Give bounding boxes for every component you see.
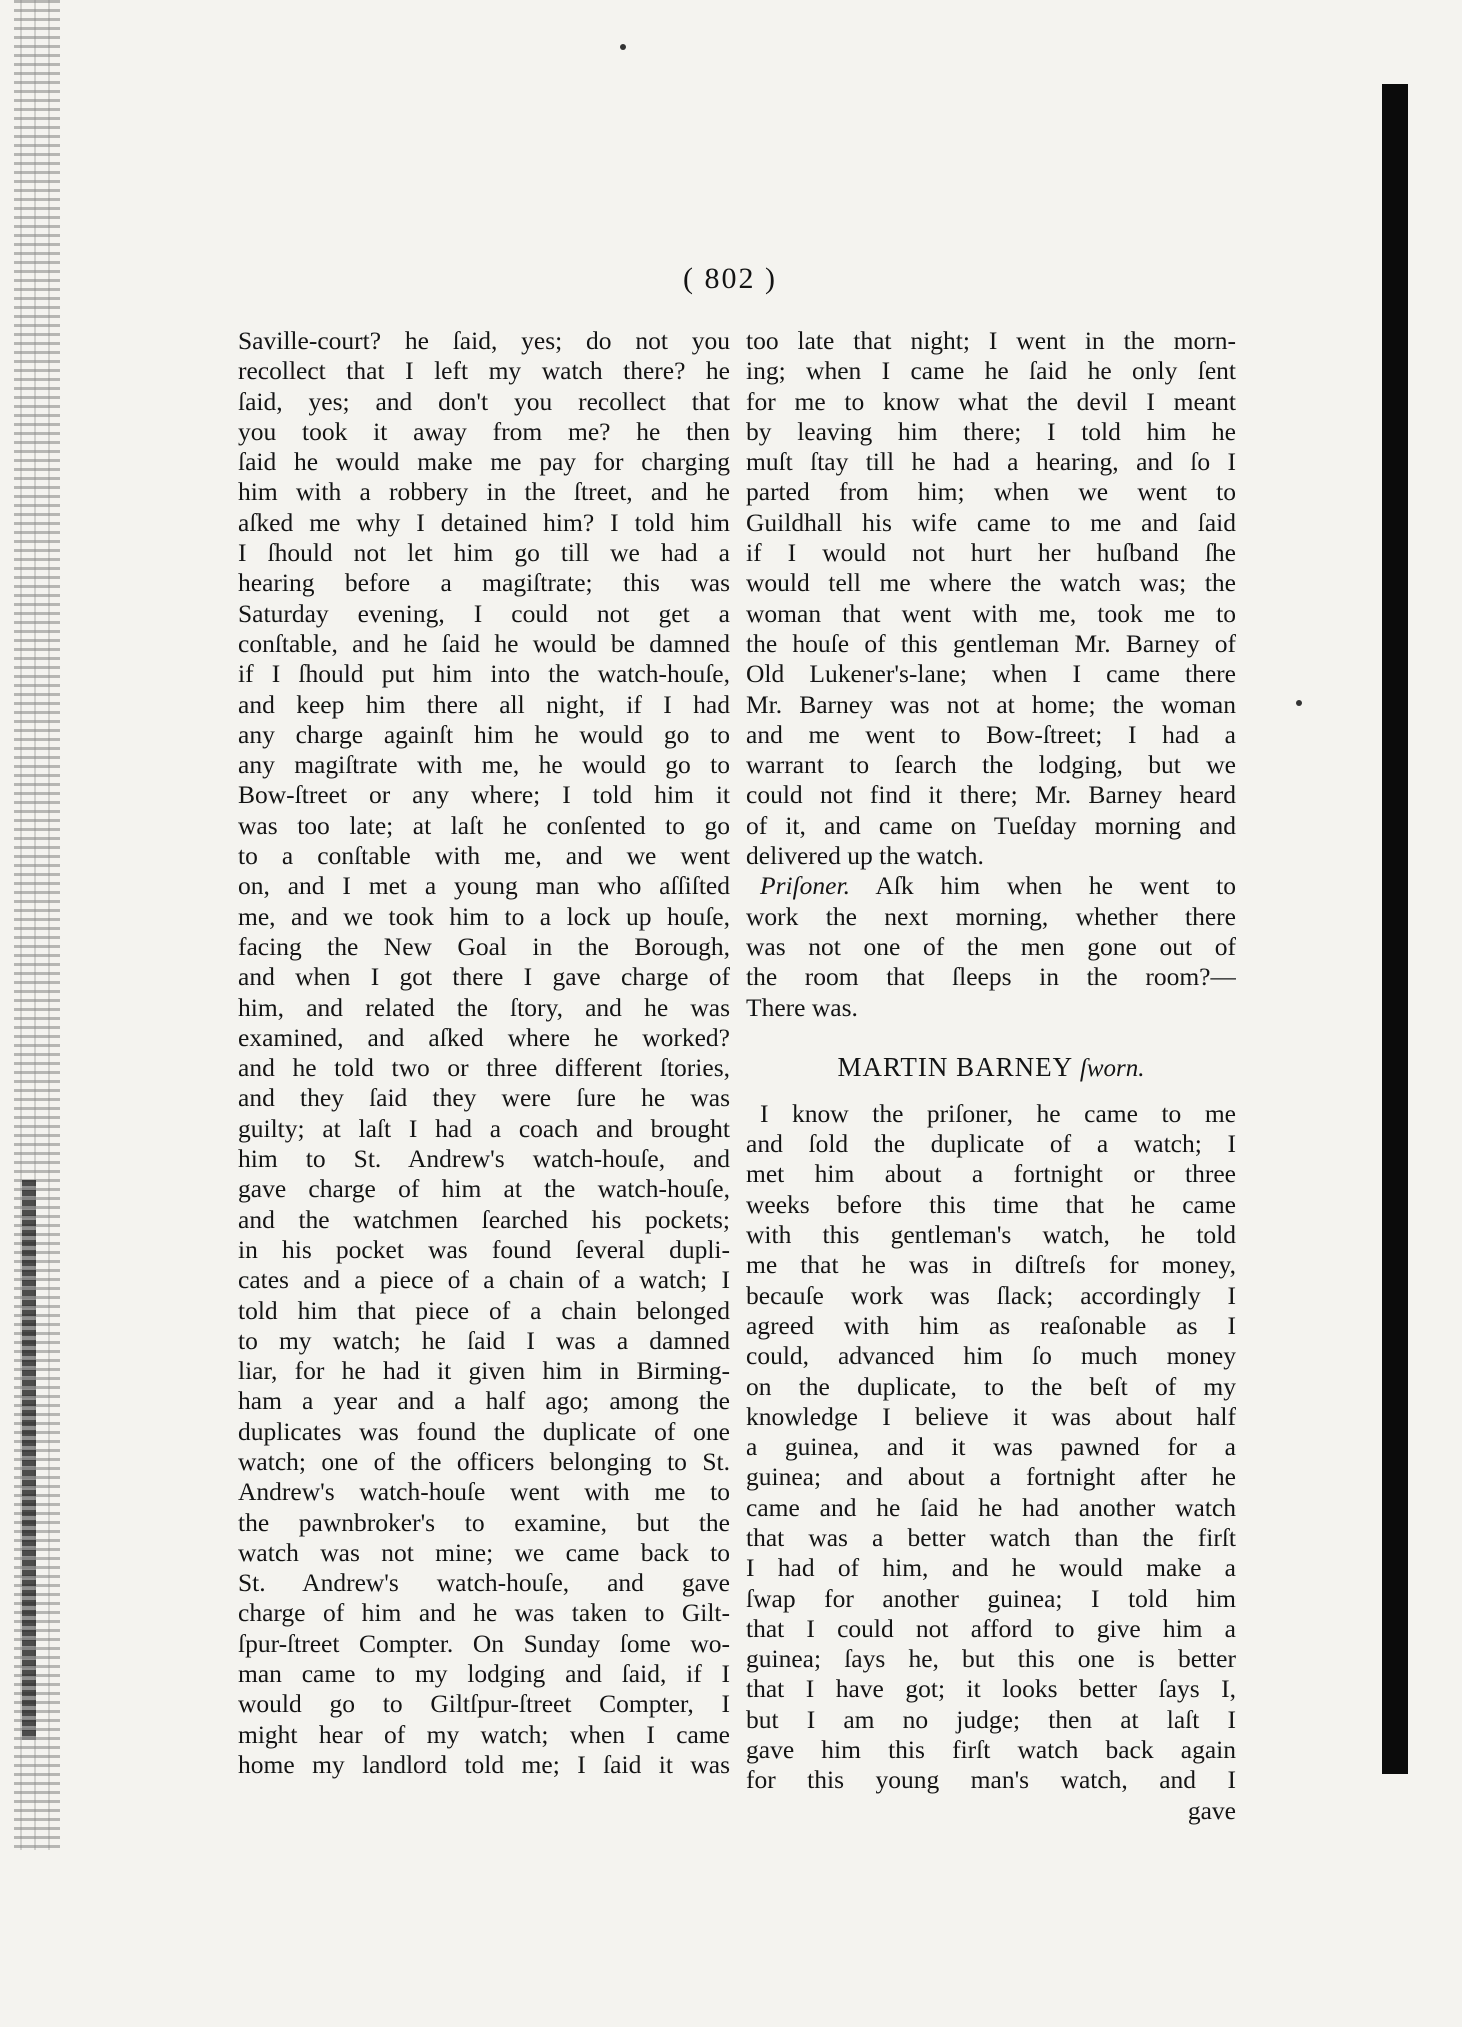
text-line: if I would not hurt her huſband ſhe [746, 538, 1236, 568]
text-line: I had of him, and he would make a [746, 1553, 1236, 1583]
text-line: and me went to Bow-ſtreet; I had a [746, 719, 1236, 749]
text-line: him to St. Andrew's watch-houſe, and [238, 1144, 730, 1174]
speck [1296, 700, 1302, 706]
text-line: St. Andrew's watch-houſe, and gave [238, 1568, 730, 1598]
text-line: him with a robbery in the ſtreet, and he [238, 477, 730, 507]
text-line: Bow-ſtreet or any where; I told him it [238, 780, 730, 810]
binding-gutter-mark [22, 1180, 36, 1740]
text-line: aſked me why I detained him? I told him [238, 507, 730, 537]
text-line: ſpur-ſtreet Compter. On Sunday ſome wo- [238, 1628, 730, 1658]
text-line: any charge againſt him he would go to [238, 719, 730, 749]
witness-heading [746, 1041, 1236, 1093]
text-line: the houſe of this gentleman Mr. Barney of [746, 628, 1236, 658]
text-line: and they ſaid they were ſure he was [238, 1083, 730, 1113]
text-line: woman that went with me, took me to [746, 598, 1236, 628]
text-line: could not find it there; Mr. Barney heard [746, 780, 1236, 810]
text-line: came and he ſaid he had another watch [746, 1492, 1236, 1522]
witness-sworn: ſworn. [1079, 1054, 1145, 1082]
text-line: of it, and came on Tueſday morning and [746, 810, 1236, 840]
text-line: warrant to ſearch the lodging, but we [746, 750, 1236, 780]
text-line: knowledge I believe it was about half [746, 1401, 1236, 1431]
page-edge-shadow [1382, 84, 1408, 1774]
text-line: for me to know what the devil I meant [746, 386, 1236, 416]
text-line: guinea; and about a fortnight after he [746, 1462, 1236, 1492]
text-line: home my landlord told me; I ſaid it was [238, 1749, 730, 1779]
text-line: Saturday evening, I could not get a [238, 598, 730, 628]
catchword: gave [1187, 1795, 1236, 1825]
text-line: told him that piece of a chain belonged [238, 1295, 730, 1325]
text-line: if I ſhould put him into the watch-houſe, [238, 659, 730, 689]
testimony-continued [746, 326, 1236, 871]
text-line: I ſhould not let him go till we had a [238, 538, 730, 568]
text-line: a guinea, and it was pawned for a [746, 1432, 1236, 1462]
text-line: Guildhall his wife came to me and ſaid [746, 507, 1236, 537]
text-line: and he told two or three different ſtories, [238, 1053, 730, 1083]
text-line: guinea; ſays he, but this one is better [746, 1644, 1236, 1674]
text-line: was too late; at laſt he conſented to go [238, 810, 730, 840]
text-line: for this young man's watch, and I [746, 1765, 1236, 1795]
text-line: facing the New Goal in the Borough, [238, 931, 730, 961]
text-line: agreed with him as reaſonable as I [746, 1310, 1236, 1340]
text-line: gave charge of him at the watch-houſe, [238, 1174, 730, 1204]
text-line: but I am no judge; then at laſt I [746, 1704, 1236, 1734]
text-line: on, and I met a young man who aſſiſted [238, 871, 730, 901]
text-line: ing; when I came he ſaid he only ſent [746, 356, 1236, 386]
binding-gutter-shadow [14, 0, 60, 1850]
prisoner-question [746, 871, 1236, 1022]
text-line: delivered up the watch. [746, 841, 984, 871]
text-line: any magiſtrate with me, he would go to [238, 750, 730, 780]
text-line: parted from him; when we went to [746, 477, 1236, 507]
text-line: Old Lukener's-lane; when I came there [746, 659, 1236, 689]
text-line: ham a year and a half ago; among the [238, 1386, 730, 1416]
text-line: Andrew's watch-houſe went with me to [238, 1477, 730, 1507]
text-line: liar, for he had it given him in Birming- [238, 1356, 730, 1386]
text-line: and keep him there all night, if I had [238, 689, 730, 719]
text-line: work the next morning, whether there [746, 901, 1236, 931]
text-line: would tell me where the watch was; the [746, 568, 1236, 598]
text-line: gave him this firſt watch back again [746, 1735, 1236, 1765]
text-line: and the watchmen ſearched his pockets; [238, 1204, 730, 1234]
text-line: weeks before this time that he came [746, 1189, 1236, 1219]
prisoner-question-line [746, 871, 1236, 901]
text-line: There was. [746, 992, 858, 1022]
text-line: hearing before a magiſtrate; this was [238, 568, 730, 598]
text-line: to my watch; he ſaid I was a damned [238, 1325, 730, 1355]
text-line: recollect that I left my watch there? he [238, 356, 730, 386]
text-line: and when I got there I gave charge of [238, 962, 730, 992]
text-line: I know the priſoner, he came to me [760, 1098, 1236, 1128]
text-line: the pawnbroker's to examine, but the [238, 1507, 730, 1537]
text-line: you took it away from me? he then [238, 416, 730, 446]
text-line: too late that night; I went in the morn- [746, 326, 1236, 355]
left-column [238, 326, 730, 1780]
text-line: that was a better watch than the firſt [746, 1522, 1236, 1552]
text-line: was not one of the men gone out of [746, 931, 1236, 961]
prisoner-question-text: Aſk him when he went to [875, 871, 1236, 901]
text-line: met him about a fortnight or three [746, 1159, 1236, 1189]
text-line: could, advanced him ſo much money [746, 1341, 1236, 1371]
text-line: man came to my lodging and ſaid, if I [238, 1659, 730, 1689]
text-line: charge of him and he was taken to Gilt- [238, 1598, 730, 1628]
text-line: duplicates was found the duplicate of one [238, 1416, 730, 1446]
text-line: to a conſtable with me, and we went [238, 841, 730, 871]
text-line: him, and related the ſtory, and he was [238, 992, 730, 1022]
text-line: guilty; at laſt I had a coach and brought [238, 1113, 730, 1143]
page-number: ( 802 ) [683, 262, 777, 295]
text-line: would go to Giltſpur-ſtreet Compter, I [238, 1689, 730, 1719]
text-line: ſaid, yes; and don't you recollect that [238, 386, 730, 416]
prisoner-speaker: Priſoner. [760, 871, 850, 901]
text-line: muſt ſtay till he had a hearing, and ſo I [746, 447, 1236, 477]
text-line: watch was not mine; we came back to [238, 1537, 730, 1567]
text-line: examined, and aſked where he worked? [238, 1022, 730, 1052]
text-line: with this gentleman's watch, he told [746, 1220, 1236, 1250]
right-column [746, 326, 1236, 1826]
text-line: ſaid he would make me pay for charging [238, 447, 730, 477]
text-line: that I could not afford to give him a [746, 1613, 1236, 1643]
text-line: Mr. Barney was not at home; the woman [746, 689, 1236, 719]
text-line: the room that ſleeps in the room?— [746, 962, 1236, 992]
text-line: cates and a piece of a chain of a watch; I [238, 1265, 730, 1295]
text-line: and ſold the duplicate of a watch; I [746, 1129, 1236, 1159]
witness-testimony [746, 1099, 1236, 1796]
text-line: Saville-court? he ſaid, yes; do not you [238, 326, 730, 355]
text-line: might hear of my watch; when I came [238, 1719, 730, 1749]
text-line: becauſe work was ſlack; accordingly I [746, 1280, 1236, 1310]
text-line: by leaving him there; I told him he [746, 416, 1236, 446]
text-line: watch; one of the officers belonging to St. [238, 1446, 730, 1476]
speck [620, 44, 626, 50]
text-line: in his pocket was found ſeveral dupli- [238, 1234, 730, 1264]
text-line: conſtable, and he ſaid he would be damned [238, 628, 730, 658]
text-line: me that he was in diſtreſs for money, [746, 1250, 1236, 1280]
witness-name: MARTIN BARNEY [837, 1051, 1073, 1082]
text-line: that I have got; it looks better ſays I, [746, 1674, 1236, 1704]
text-line: ſwap for another guinea; I told him [746, 1583, 1236, 1613]
text-line: on the duplicate, to the beſt of my [746, 1371, 1236, 1401]
text-line: me, and we took him to a lock up houſe, [238, 901, 730, 931]
